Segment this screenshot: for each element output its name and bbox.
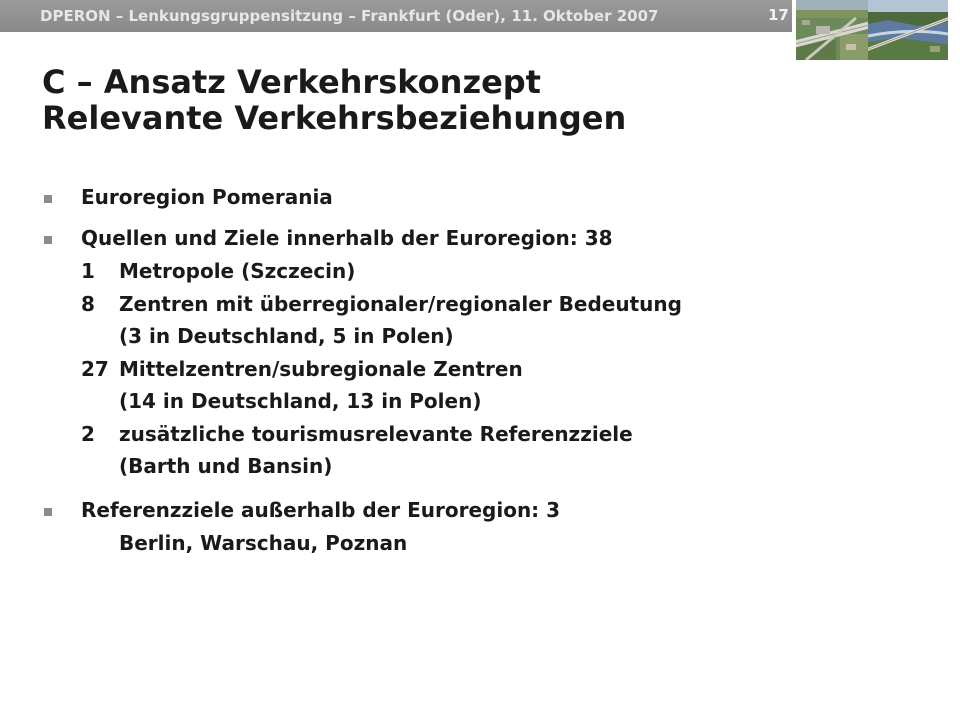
item-text: Metropole (Szczecin) [119, 259, 356, 283]
aerial-photo-bridge-icon [868, 0, 948, 60]
item-subtext: (Barth und Bansin) [119, 454, 333, 478]
slide-title [42, 64, 626, 136]
title-line-1: C – Ansatz Verkehrskonzept [42, 63, 541, 101]
item-subtext: Berlin, Warschau, Poznan [119, 530, 408, 555]
item-subtext: (3 in Deutschland, 5 in Polen) [119, 324, 454, 348]
item-text: Zentren mit überregionaler/regionaler Bedeutung [119, 291, 682, 316]
bullet-square-icon [44, 508, 52, 516]
item-number: 8 [81, 291, 95, 316]
list-item [44, 255, 924, 288]
header-text: DPERON – Lenkungsgruppensitzung – Frankfurt (Oder), 11. Oktober 2007 [40, 7, 659, 25]
title-line-2: Relevante Verkehrsbeziehungen [42, 99, 627, 137]
item-number: 27 [81, 356, 109, 381]
bullet-list [44, 180, 924, 559]
bullet-square-icon [44, 236, 52, 244]
item-number: 2 [81, 421, 95, 446]
list-item [44, 288, 924, 321]
header-bar [0, 0, 792, 32]
bullet-quellen-ziele [44, 221, 924, 255]
item-number: 1 [81, 259, 95, 283]
bullet-referenzziele [44, 493, 924, 527]
item-subtext: (14 in Deutschland, 13 in Polen) [119, 389, 482, 413]
page-number: 17 [768, 6, 789, 24]
bullet-square-icon [44, 195, 52, 203]
list-item [44, 418, 924, 451]
bullet-text: Euroregion Pomerania [81, 185, 333, 209]
item-text: Mittelzentren/subregionale Zentren [119, 356, 523, 381]
bullet-text: Quellen und Ziele innerhalb der Euroregion: 38 [81, 226, 613, 250]
aerial-photo-highway-icon [796, 0, 876, 60]
bullet-euroregion [44, 180, 924, 214]
list-item [44, 353, 924, 386]
bullet-text: Referenzziele außerhalb der Euroregion: 3 [81, 497, 561, 522]
item-text: zusätzliche tourismusrelevante Referenzziele [119, 421, 633, 446]
